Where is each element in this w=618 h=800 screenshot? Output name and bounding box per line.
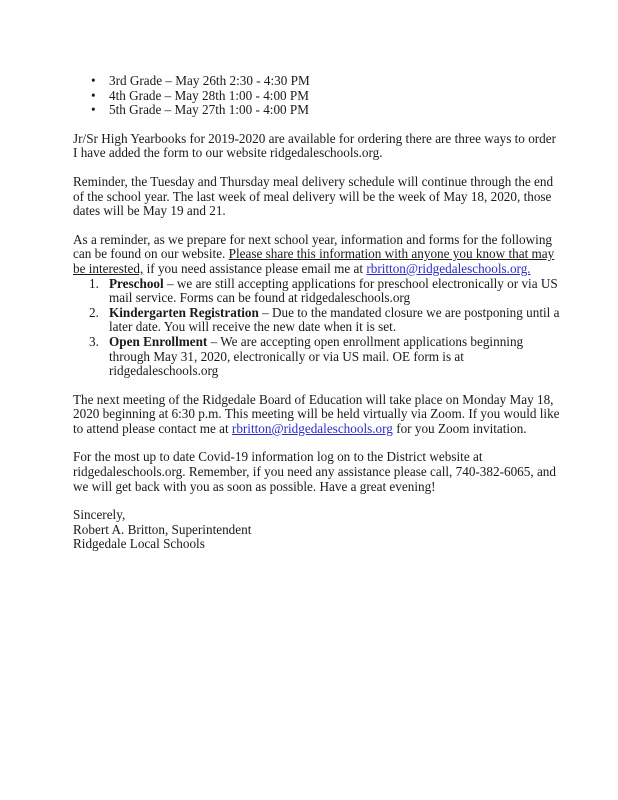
organization: Ridgedale Local Schools [73, 536, 205, 552]
next-year-paragraph [73, 233, 563, 277]
meeting-text: The next meeting of the Ridgedale Board of Education will take place on Monday May 18, 2020 beginning at 6:30 p.m. This meeting will be held virtually via Zoom. If you would like to attend please contact me at [73, 391, 560, 436]
list-item: • 3rd Grade – May 26th 2:30 - 4:30 PM [73, 74, 563, 89]
email-link[interactable]: rbritton@ridgedaleschools.org [231, 420, 393, 436]
share-text: Please share this information with anyone you know that may be interested, [73, 246, 555, 276]
list-item [73, 277, 563, 306]
letter-body [73, 74, 563, 566]
item-title: Kindergarten Registration [109, 304, 259, 320]
item-number: 2. [89, 304, 99, 320]
grade-schedule-list [73, 74, 563, 118]
item-title: Preschool [109, 275, 164, 291]
item-text: – Due to the mandated closure we are postponing until a later date. You will receive the new date when it is set. [109, 304, 560, 335]
salutation: Sincerely, [73, 507, 126, 523]
item-text: – we are still accepting applications for preschool electronically or via US mail service. Forms can be found at ridgedaleschools.org [109, 275, 558, 306]
enrollment-list [73, 277, 563, 379]
item-number: 3. [89, 333, 99, 349]
email-link[interactable]: rbritton@ridgedaleschools.org. [366, 260, 531, 276]
list-item [73, 335, 563, 379]
meal-reminder-paragraph: Reminder, the Tuesday and Thursday meal delivery schedule will continue through the end of the school year. The last week of meal delivery will be the week of May 18, 2020, those dates will be May 19 and 21. [73, 173, 554, 219]
yearbooks-paragraph: Jr/Sr High Yearbooks for 2019-2020 are available for ordering there are three ways to order I have added the form to our website ridgedaleschools.org. [73, 130, 557, 161]
meeting-after-text: for you Zoom invitation. [392, 420, 527, 436]
item-text: – We are accepting open enrollment applications beginning through May 31, 2020, electronically or via US mail. OE form is at ridgedaleschools.org [109, 333, 524, 379]
list-item [73, 306, 563, 335]
list-item: • 4th Grade – May 28th 1:00 - 4:00 PM [73, 89, 563, 104]
closing [73, 508, 563, 552]
intro-text: As a reminder, as we prepare for next school year, information and forms for the following can be found on our website. [73, 231, 553, 262]
assist-text: if you need assistance please email me at [143, 260, 367, 276]
meeting-paragraph [73, 393, 563, 437]
list-item: • 5th Grade – May 27th 1:00 - 4:00 PM [73, 103, 563, 118]
signer-name: Robert A. Britton, Superintendent [73, 521, 252, 537]
item-title: Open Enrollment [109, 333, 208, 349]
covid-paragraph: For the most up to date Covid-19 information log on to the District website at ridgedaleschools.org. Remember, if you need any assistance please call, 740-382-6065, and we will get back with you as soon as possible. Have a great evening! [73, 449, 556, 494]
item-number: 1. [89, 275, 99, 291]
